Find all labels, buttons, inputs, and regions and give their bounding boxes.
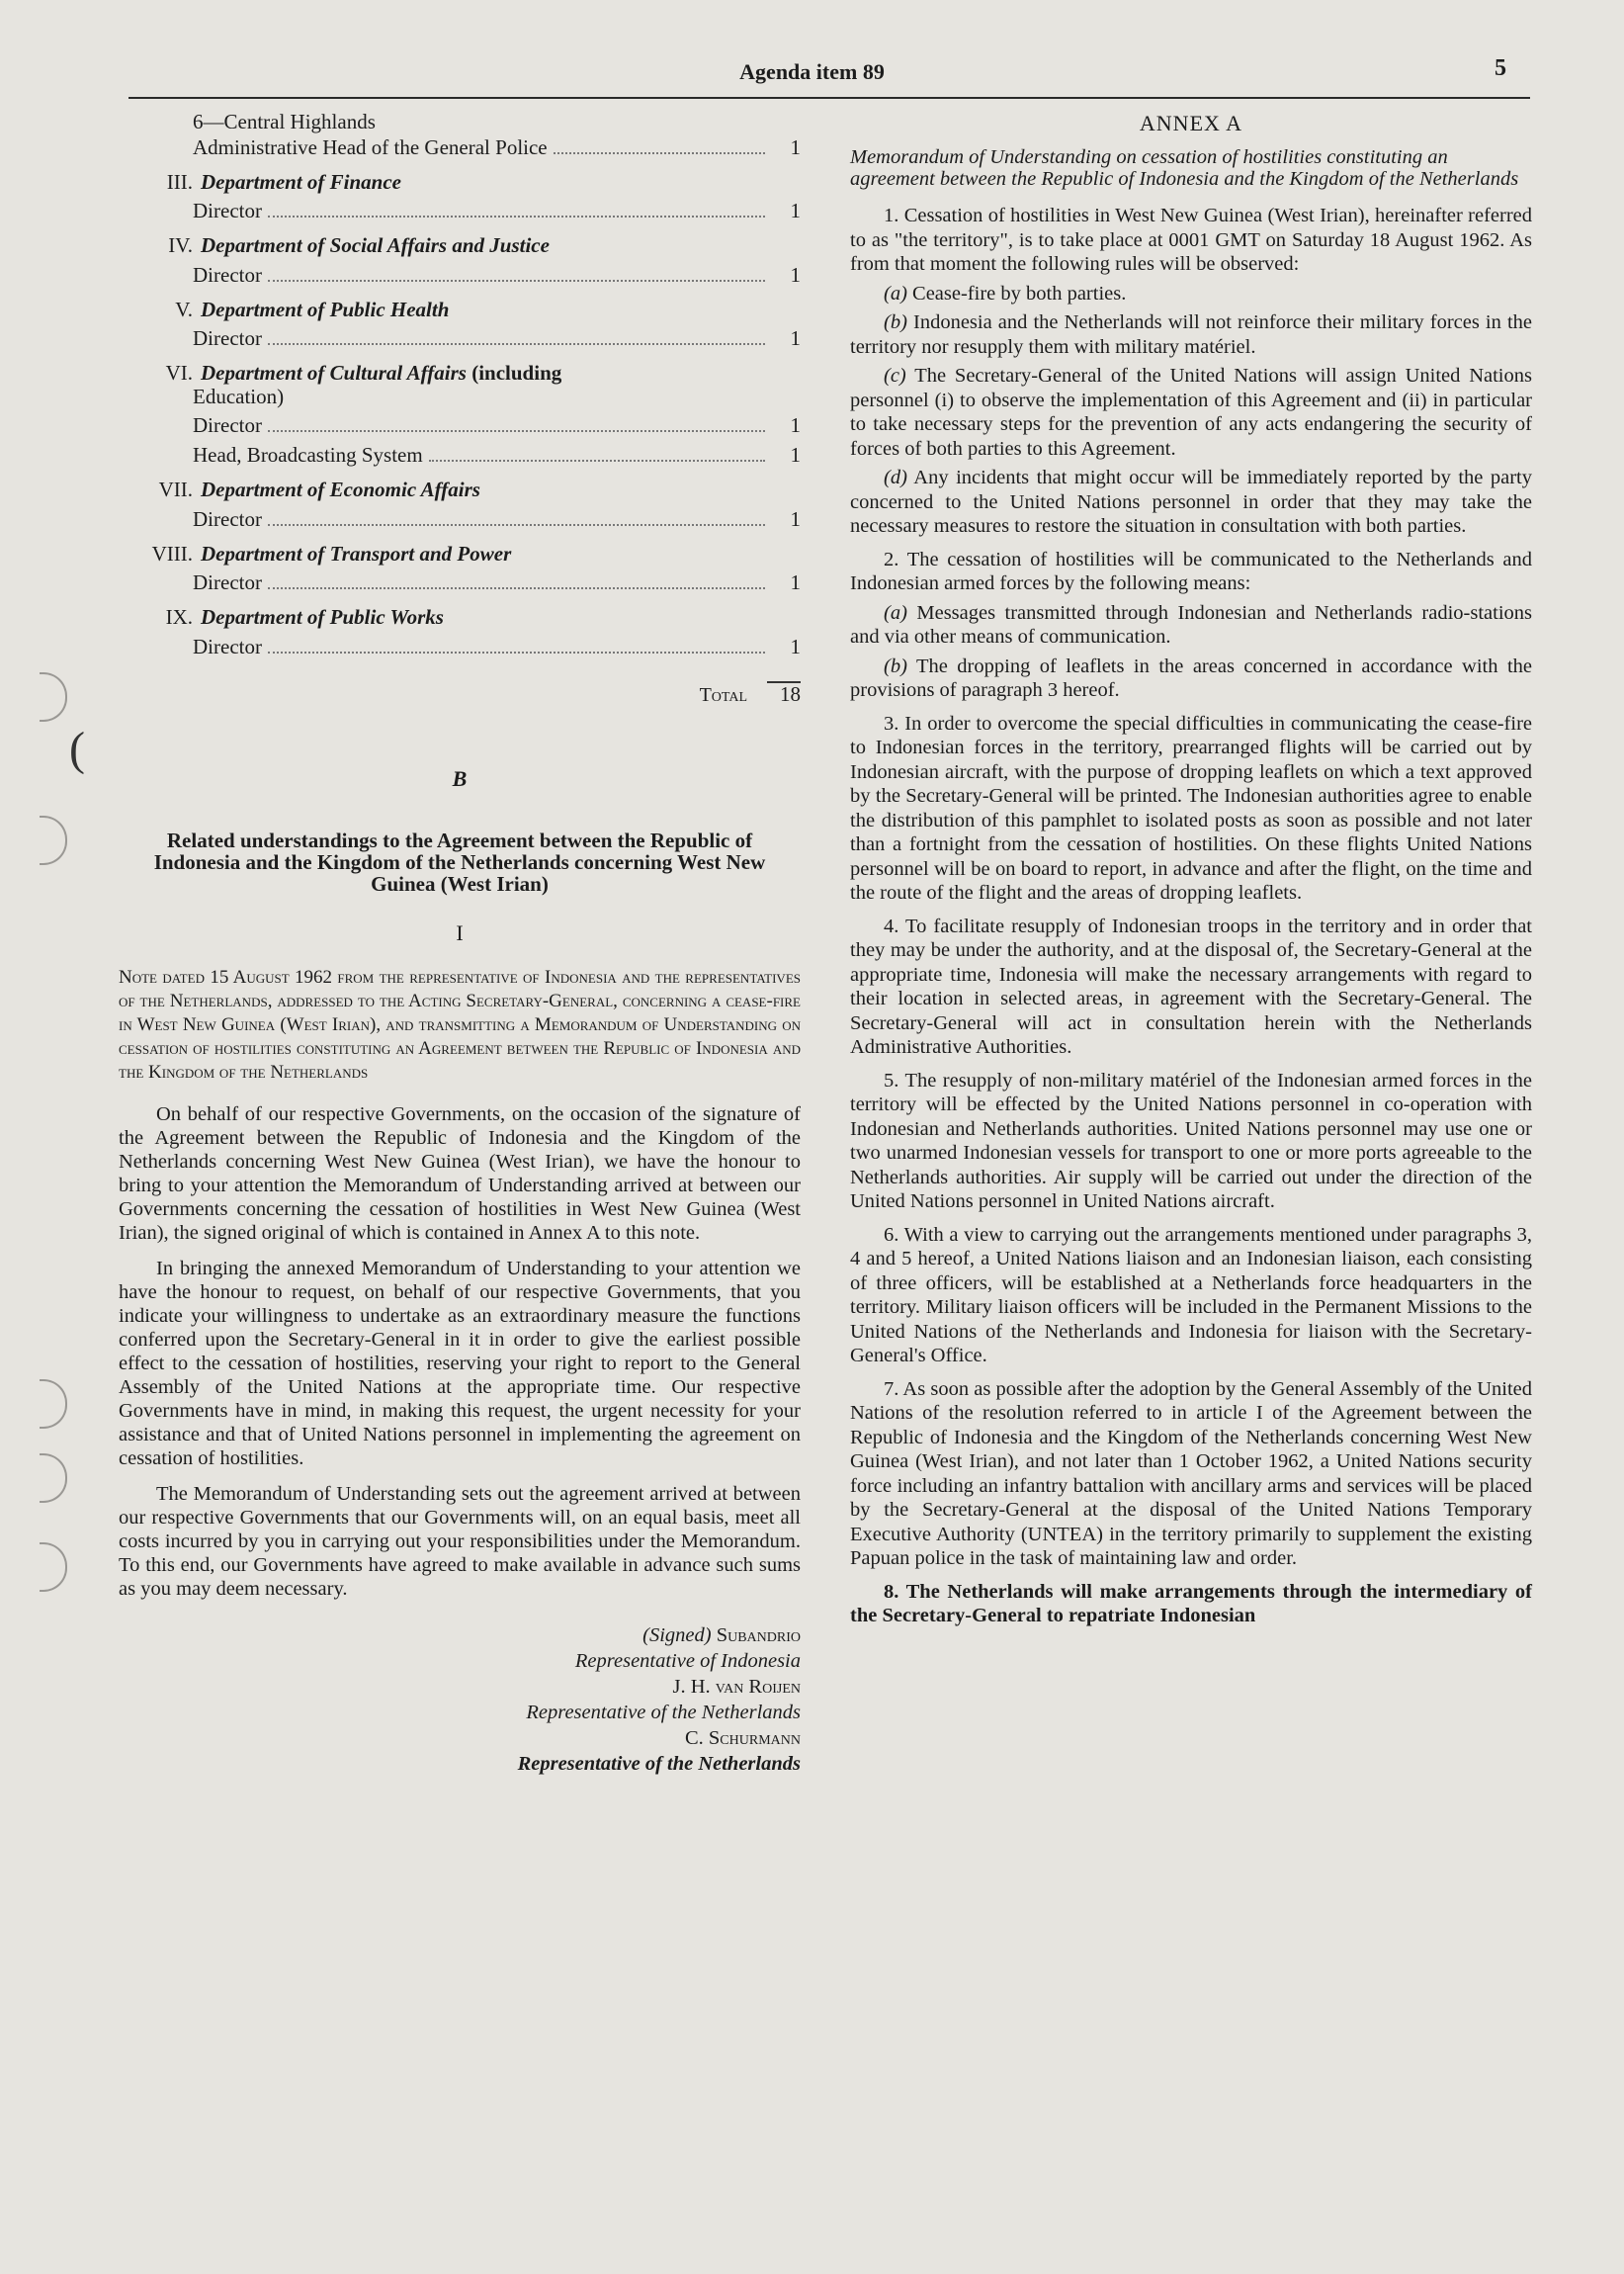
binder-hole xyxy=(40,1379,67,1429)
item-text: Cease-fire by both parties. xyxy=(912,282,1127,305)
total-value: 18 xyxy=(767,681,801,707)
annex-paragraph: 1. Cessation of hostilities in West New Guinea (West Irian), hereinafter referred to as "the territory", is to take place at 0001 GMT on Saturday 18 August 1962. As from that moment the following rules will be observed: xyxy=(850,205,1532,275)
staff-count: 1 xyxy=(790,634,801,658)
item-label: (a) xyxy=(884,282,907,305)
dot-leader xyxy=(268,524,765,526)
margin-bracket-mark: ( xyxy=(69,723,85,775)
signature-line xyxy=(119,1725,801,1751)
department-title-text: Department of Cultural Affairs xyxy=(201,361,467,385)
staff-count: 1 xyxy=(790,199,801,222)
staff-count: 1 xyxy=(790,443,801,467)
total-label: Total xyxy=(699,683,747,706)
staff-count: 1 xyxy=(790,262,801,287)
staff-count: 1 xyxy=(790,326,801,350)
annex-paragraph: 3. In order to overcome the special difficulties in communicating the cease-fire to Indonesian forces in the territory, prearranged flights will be carried out by Indonesian aircraft, with the purpose of dropping leaflets on which a text approved by the Secretary-General will be printed. The Indonesian authorities agree to enable the distribution of this pamphlet to isolated posts as soon as possible and not later than a fortnight from the cessation of hostilities. On these flights United Nations personnel will be on board to report, in advance and after the flight, on the time and the route of the flight and the areas of dropping leaflets. xyxy=(850,712,1532,904)
item-text: The dropping of leaflets in the areas concerned in accordance with the provisions of paragraph 3 hereof. xyxy=(850,655,1532,701)
dot-leader xyxy=(268,430,765,432)
department-title: Department of Social Affairs and Justice xyxy=(201,233,550,257)
binder-hole xyxy=(40,1542,67,1592)
header-rule xyxy=(128,97,1530,99)
department-title: Department of Economic Affairs xyxy=(201,478,480,501)
left-column xyxy=(119,111,801,1777)
staff-label: Director xyxy=(193,570,262,594)
staff-row xyxy=(119,444,801,468)
binder-hole xyxy=(40,1453,67,1503)
annex-paragraph: 2. The cessation of hostilities will be communicated to the Netherlands and Indonesian armed forces by the following means: xyxy=(850,548,1532,594)
department-title: Department of Public Health xyxy=(201,297,450,321)
staff-row xyxy=(119,264,801,288)
staff-label: Administrative Head of the General Police xyxy=(193,134,548,159)
department-heading xyxy=(119,543,801,567)
dot-leader xyxy=(268,587,765,589)
annex-subparagraph xyxy=(850,310,1532,359)
staff-count: 1 xyxy=(790,570,801,594)
annex-subparagraph xyxy=(850,466,1532,539)
annex-subtitle: Memorandum of Understanding on cessation of hostilities constituting an agreement between the Republic of Indonesia and the Kingdom of the Netherlands xyxy=(850,146,1519,190)
staff-row xyxy=(119,636,801,659)
staff-label: Director xyxy=(193,262,262,287)
item-text: Indonesia and the Netherlands will not reinforce their military forces in the territory nor resupply them with military matériel. xyxy=(850,311,1532,358)
department-heading xyxy=(119,362,801,386)
department-title-continuation: Education) xyxy=(193,384,285,408)
annex-title: ANNEX A xyxy=(1139,111,1243,135)
annex-subparagraph xyxy=(850,601,1532,650)
department-number: V. xyxy=(175,297,193,321)
staff-count: 1 xyxy=(790,506,801,531)
section-title: Related understandings to the Agreement between the Republic of Indonesia and the Kingdom of the Netherlands concerning West New Guinea (West Irian) xyxy=(153,829,766,896)
signatory-title: Representative of the Netherlands xyxy=(526,1702,801,1723)
dot-leader xyxy=(554,152,765,154)
department-title: Department of Finance xyxy=(201,169,401,194)
signatory-title: Representative of Indonesia xyxy=(574,1650,801,1672)
item-label: (c) xyxy=(884,365,906,387)
annex-paragraph: 5. The resupply of non-military matériel of the Indonesian armed forces in the territory will be effected by the United Nations personnel in co-operation with Indonesian and Netherlands authorities. United Nations personnel may use one or two unarmed Indonesian vessels for transport to one or more ports agreeable to the Netherlands authorities. Air supply will be carried out under the direction of the United Nations personnel in United Nations aircraft. xyxy=(850,1069,1532,1212)
annex-subparagraph xyxy=(850,655,1532,703)
dot-leader xyxy=(268,280,765,282)
department-heading xyxy=(119,171,801,195)
staff-row xyxy=(119,414,801,438)
signature-line xyxy=(119,1622,801,1648)
annex-paragraph: 8. The Netherlands will make arrangements through the intermediary of the Secretary-General to repatriate Indonesian xyxy=(850,1580,1532,1626)
item-label: (a) xyxy=(884,601,907,624)
staff-label: Director xyxy=(193,634,262,658)
signatory-name: J. H. van Roijen xyxy=(672,1676,801,1698)
staff-row xyxy=(119,327,801,351)
staff-count: 1 xyxy=(790,134,801,159)
dot-leader xyxy=(268,216,765,218)
department-title: Department of Transport and Power xyxy=(201,541,512,566)
department-number: VII. xyxy=(158,478,193,501)
department-heading xyxy=(119,479,801,502)
department-number: III. xyxy=(166,169,193,194)
section-letter: B xyxy=(452,766,468,791)
signatory-name: C. Schurmann xyxy=(684,1727,801,1749)
item-text: Any incidents that might occur will be immediately reported by the party concerned to the United Nations personnel in order that they may take the necessary measures to restore the situation in consultation with both parties. xyxy=(850,467,1533,537)
department-title: Department of Public Works xyxy=(201,605,444,629)
staff-row xyxy=(119,571,801,595)
department-number: VI. xyxy=(165,361,193,385)
signature-block xyxy=(119,1622,801,1777)
staff-label: Director xyxy=(193,413,262,437)
staff-row xyxy=(119,508,801,532)
annex-body xyxy=(850,204,1532,1628)
signatory-title: Representative of the Netherlands xyxy=(517,1753,801,1775)
body-paragraph: In bringing the annexed Memorandum of Understanding to your attention we have the honour to request, on behalf of our respective Governments, that you indicate your willingness to undertake as an extraordinary measure the functions conferred upon the Secretary-General in it in order to give the earliest possible effect to the cessation of hostilities, reserving your right to report to the General Assembly of the United Nations at the appropriate time. Our respective Governments have in mind, in making this request, the urgent necessity for your assistance and that of United Nations personnel in implementing the agreement on cessation of hostilities. xyxy=(119,1258,801,1469)
annex-paragraph: 6. With a view to carrying out the arrangements mentioned under paragraphs 3, 4 and 5 hereof, a United Nations liaison and an Indonesian liaison, each consisting of three officers, will be established at a Netherlands force headquarters in the territory. Military liaison officers will be included in the Permanent Missions to the United Nations of the Netherlands and Indonesia for liaison with the Secretary-General's Office. xyxy=(850,1223,1532,1366)
binder-hole xyxy=(40,672,67,722)
annex-subparagraph xyxy=(850,282,1532,306)
note-heading: Note dated 15 August 1962 from the representative of Indonesia and the representatives of the Netherlands, addressed to the Acting Secretary-General, concerning a cease-fire in West New Guinea (West Irian), and transmitting a Memorandum of Understanding on cessation of hostilities constituting an Agreement between the Republic of Indonesia and the Kingdom of the Netherlands xyxy=(119,967,801,1083)
department-heading xyxy=(119,299,801,322)
staff-row xyxy=(119,200,801,223)
signatory-name: Subandrio xyxy=(716,1624,801,1646)
signature-line xyxy=(119,1674,801,1700)
dot-leader xyxy=(268,343,765,345)
staff-count: 1 xyxy=(790,413,801,437)
department-number: VIII. xyxy=(151,541,193,566)
body-paragraph: The Memorandum of Understanding sets out the agreement arrived at between our respective Governments that our Governments will, on an equal basis, meet all costs incurred by you in carrying out your responsibilities under the Memorandum. To this end, our Governments have agreed to make available in advance such sums as you may deem necessary. xyxy=(119,1483,801,1600)
running-header: Agenda item 89 xyxy=(739,59,885,84)
department-number: IV. xyxy=(168,233,193,257)
department-heading xyxy=(119,606,801,630)
note-body xyxy=(119,1102,801,1601)
region-title: 6—Central Highlands xyxy=(193,110,376,133)
right-column xyxy=(850,111,1532,1628)
annex-paragraph: 7. As soon as possible after the adoption by the General Assembly of the United Nations of the resolution referred to in article I of the Agreement between the Republic of Indonesia and the Kingdom of the Netherlands concerning West New Guinea (West Irian), and not later than 1 October 1962, a United Nations security force including an infantry battalion with ancillary arms and services will be placed by the Secretary-General at the disposal of the United Nations Temporary Executive Authority (UNTEA) in the territory primarily to supplement the existing Papuan police in the task of maintaining law and order. xyxy=(850,1377,1532,1569)
signed-label: (Signed) xyxy=(642,1624,712,1646)
dot-leader xyxy=(268,652,765,654)
dot-leader xyxy=(429,460,765,462)
department-title xyxy=(201,362,801,386)
total-row xyxy=(119,681,801,708)
department-title-suffix: (including xyxy=(471,361,562,385)
subsection-number: I xyxy=(456,920,464,945)
item-label: (b) xyxy=(884,311,907,333)
staff-label: Director xyxy=(193,199,262,222)
staff-row xyxy=(119,136,801,160)
department-heading xyxy=(119,234,801,258)
department-number: IX. xyxy=(165,605,193,629)
staffing-table xyxy=(119,111,801,707)
annex-subparagraph xyxy=(850,364,1532,461)
staff-label: Director xyxy=(193,326,262,350)
item-text: The Secretary-General of the United Nations will assign United Nations personnel (i) to observe the implementation of this Agreement and (ii) in particular to take necessary steps for the prevention of any acts endangering the security of forces of both parties to this Agreement. xyxy=(850,365,1532,460)
body-paragraph: On behalf of our respective Governments, on the occasion of the signature of the Agreement between the Republic of Indonesia and the Kingdom of the Netherlands concerning West New Guinea (West Irian), we have the honour to bring to your attention the Memorandum of Understanding arrived at between our Governments concerning the cessation of hostilities in West New Guinea (West Irian), the signed original of which is contained in Annex A to this note. xyxy=(119,1103,801,1244)
staff-label: Director xyxy=(193,506,262,531)
page-number: 5 xyxy=(1495,55,1506,81)
binder-hole xyxy=(40,816,67,865)
staff-label: Head, Broadcasting System xyxy=(193,443,423,467)
item-label: (d) xyxy=(884,467,907,488)
annex-paragraph: 4. To facilitate resupply of Indonesian troops in the territory and in order that they may be under the authority, and at the disposal of, the Secretary-General at the appropriate time, Indonesia will make the necessary arrangements with regard to their location in selected areas, in agreement with the Secretary-General. The Secretary-General will act in consultation herein with the Netherlands Administrative Authorities. xyxy=(850,915,1532,1058)
item-label: (b) xyxy=(884,655,907,677)
item-text: Messages transmitted through Indonesian and Netherlands radio-stations and via other means of communication. xyxy=(850,601,1532,648)
